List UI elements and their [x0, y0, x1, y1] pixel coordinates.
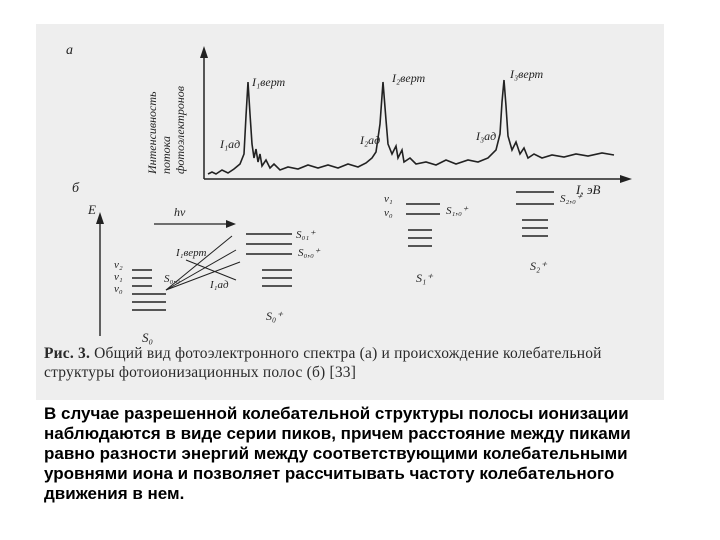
ion-state-s0-levels — [246, 234, 292, 286]
caption-lead: Рис. 3. — [44, 345, 91, 362]
level-s10p: S₁,₀⁺ — [446, 205, 468, 217]
y-axis-label-line1: Интенсивность — [145, 91, 159, 174]
level-s0: S₀ — [142, 330, 154, 345]
level-s1-v0: ν₀ — [384, 207, 393, 219]
level-v0: ν₀ — [114, 283, 123, 295]
level-s2p: S₂⁺ — [530, 259, 547, 273]
body-paragraph: В случае разрешенной колебательной структуры полосы ионизации наблюдаются в виде серии пиков, причем расстояние между пиками равно разности энергий между соответствующими колебательными уровнями иона и позволяет рассчитывать частоту колебательного движения в нем. — [44, 404, 631, 503]
level-v1: ν₁ — [114, 271, 123, 283]
x-axis-arrow — [620, 175, 632, 183]
peak-label-i2-vert: I₂верт — [392, 71, 426, 85]
transition-label-vert: I₁верт — [176, 247, 207, 259]
x-axis-label: I, эВ — [576, 182, 601, 197]
y-axis-arrow — [200, 46, 208, 58]
level-s00: S₀,₀ — [164, 273, 180, 285]
figure-caption — [44, 344, 656, 382]
ground-state-levels — [132, 270, 166, 310]
spectrum-trace — [208, 80, 614, 174]
ion-state-s1-levels — [406, 204, 440, 246]
level-s0p: S₀⁺ — [266, 309, 283, 323]
level-v2: ν₂ — [114, 259, 123, 271]
y-axis-label-group — [145, 86, 187, 175]
level-s20p: S₂,₀⁺ — [560, 193, 582, 205]
transition-label-ad: I₁ад — [210, 279, 229, 291]
energy-axis-label: E — [88, 202, 96, 217]
panel-a-label: а — [66, 43, 73, 58]
peak-label-i1-vert: I₁верт — [252, 75, 286, 89]
caption-text: Общий вид фотоэлектронного спектра (а) и происхождение колебательной структуры фотоионизационных полос (б) [33] — [44, 345, 602, 381]
level-s1p: S₁⁺ — [416, 271, 433, 285]
energy-axis-arrow — [96, 212, 104, 224]
peak-label-i3-ad: I₃ад — [476, 129, 497, 143]
y-axis-label-line3: фотоэлектронов — [173, 85, 187, 174]
peak-label-i3-vert: I₃верт — [510, 67, 544, 81]
level-s01p: S₀₁⁺ — [296, 229, 315, 241]
level-s00p: S₀,₀⁺ — [298, 247, 320, 259]
panel-b-label: б — [72, 181, 80, 196]
level-s1-v1: ν₁ — [384, 193, 393, 205]
figure-scan — [36, 24, 664, 400]
y-axis-label-line2: потока — [159, 136, 173, 174]
ion-state-s2-levels — [516, 192, 554, 236]
photon-arrow-head — [226, 220, 236, 228]
peak-label-i1-ad: I₁ад — [220, 137, 241, 151]
photon-label: hν — [174, 205, 186, 219]
peak-label-i2-ad: I₂ад — [360, 133, 381, 147]
